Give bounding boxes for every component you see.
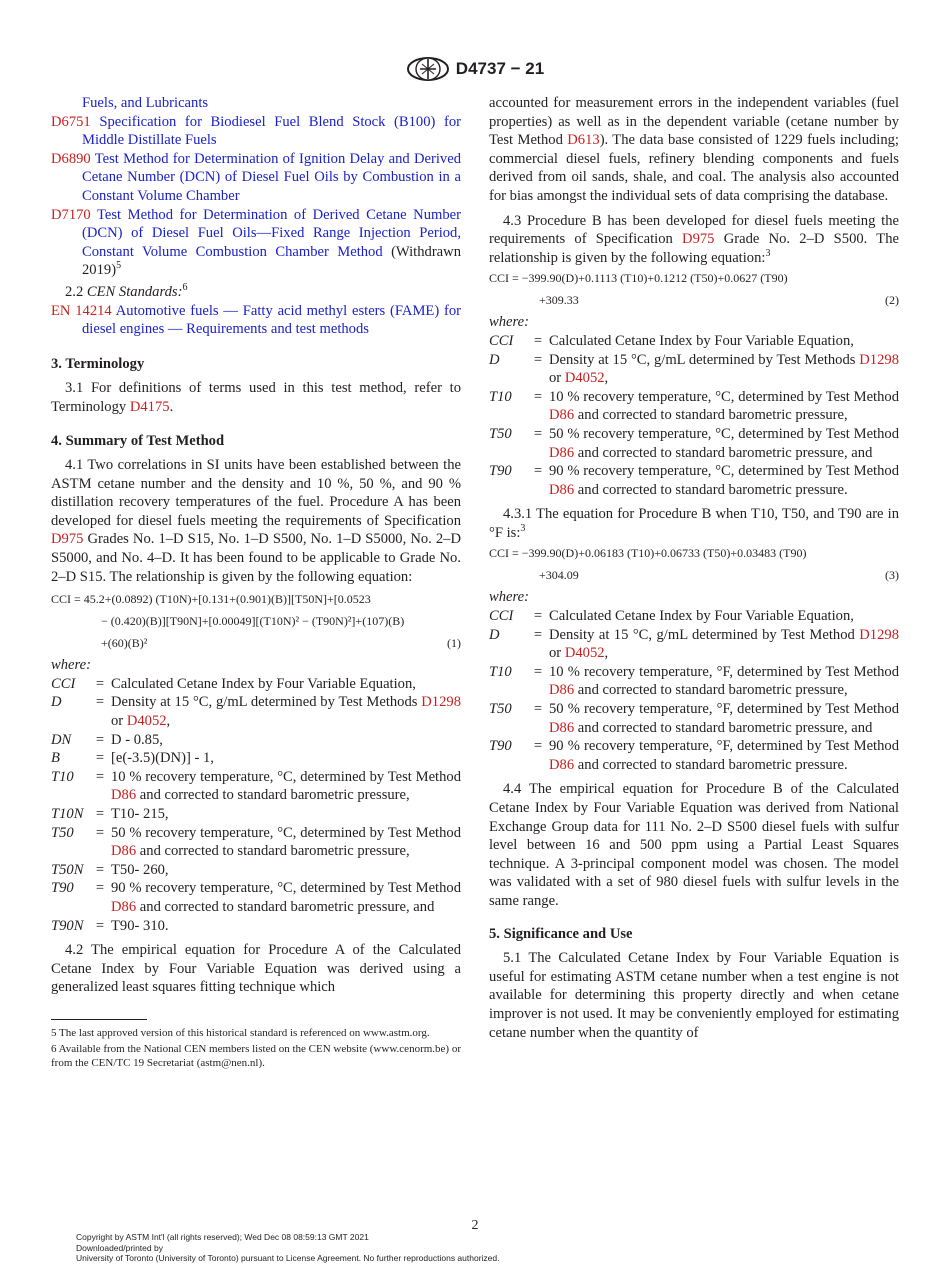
symbol: D (489, 626, 500, 643)
connector: or (549, 645, 565, 662)
definition-text: and corrected to standard barometric pressure, (136, 787, 410, 804)
symbol: B (51, 750, 60, 767)
definition-row (51, 824, 461, 861)
astm-logo-icon (406, 56, 450, 82)
reference-d6751 (51, 113, 461, 150)
paragraph-4-2: 4.2 The empirical equation for Procedure A of the Calculated Cetane Index by Four Variable Equation was derived using a generalized least squares fitting technique which (51, 942, 461, 996)
paragraph-3-1 (51, 379, 461, 416)
footnote-marker: 3 (765, 247, 771, 259)
equals-sign: = (533, 388, 543, 405)
definition (549, 462, 899, 499)
reference-en14214 (51, 302, 461, 339)
definition (549, 351, 899, 388)
definition-text: 10 % recovery temperature, °F, determined by Test Method (549, 663, 899, 680)
equation-number: (2) (885, 293, 899, 308)
definition-row (489, 700, 899, 737)
definition-row (489, 351, 899, 388)
definition-row (51, 749, 461, 768)
symbol: T50 (489, 425, 512, 442)
symbol: D (51, 694, 62, 711)
definition-row (51, 879, 461, 916)
symbol: DN (51, 731, 72, 748)
page-number: 2 (471, 1218, 479, 1233)
equation-number: (1) (447, 636, 461, 651)
definition: T50- 260, (111, 861, 169, 878)
definition-text: 50 % recovery temperature, °C, determined by Test Method (111, 824, 461, 841)
definition-row (51, 768, 461, 805)
variable-definitions (51, 675, 461, 935)
reference-link[interactable]: D975 (51, 531, 84, 548)
definition: Calculated Cetane Index by Four Variable Equation, (549, 608, 854, 625)
definition-text: and corrected to standard barometric pressure. (574, 756, 848, 773)
symbol: T10 (489, 388, 512, 405)
definition: D - 0.85, (111, 731, 163, 748)
definition-text: and corrected to standard barometric pressure, and (574, 444, 873, 461)
definition: Calculated Cetane Index by Four Variable Equation, (549, 332, 854, 349)
symbol: T10 (51, 768, 74, 785)
paragraph-text: ). The data base consisted of 1229 fuels including; commercial diesel fuels, refinery blending components and fuels derived from oil sands, shale, and coal. The analysis also accounted for bias amongst the individual sets of data comprising the database. (489, 132, 899, 204)
symbol: T90 (489, 463, 512, 480)
reference-title[interactable]: Test Method for Determination of Derived Cetane Number (DCN) of Diesel Fuel Oils—Fixed Range Injection Period, Constant Volume Combustion Chamber Method (82, 206, 461, 260)
symbol: CCI (489, 332, 514, 349)
definition-text: 10 % recovery temperature, °C, determined by Test Method (111, 768, 461, 785)
definition-row (489, 663, 899, 700)
equation-1 (51, 588, 461, 654)
reference-link[interactable]: D4052 (564, 645, 605, 662)
footnote-6: 6 Available from the National CEN members listed on the CEN website (www.cenorm.be) or from the CEN/TC 19 Secretariat (astm@nen.nl). (51, 1042, 461, 1069)
paragraph-text: accounted for measurement errors in the independent variables (fuel properties) as well as in the dependent variable (cetane number by Test Method (489, 95, 899, 149)
definition-row (51, 693, 461, 730)
equals-sign: = (95, 731, 105, 748)
definition-row (489, 462, 899, 499)
paragraph-text: Grades No. 1–D S15, No. 1–D S500, No. 1–D S5000, No. 2–D S5000, and No. 4–D. It has been found to be applicable to Grade No. 2–D S15. The relationship is given by the following equation: (51, 531, 461, 585)
symbol: T10N (51, 806, 84, 822)
definition (111, 879, 461, 916)
left-column (51, 94, 461, 1070)
symbol: T10 (489, 663, 512, 680)
variable-definitions-fahrenheit (489, 607, 899, 774)
paragraph-4-2-continued (489, 94, 899, 206)
equals-sign: = (533, 425, 543, 442)
equals-sign: = (533, 608, 543, 625)
definition-text: 90 % recovery temperature, °F, determined by Test Method (549, 738, 899, 755)
equals-sign: = (95, 806, 105, 822)
reference-link[interactable]: D86 (549, 444, 575, 461)
where-label: where: (489, 589, 529, 606)
definition (549, 425, 899, 462)
reference-link[interactable]: D86 (549, 682, 575, 699)
symbol: T50N (51, 861, 84, 878)
equation-line (489, 289, 899, 311)
definition-text: and corrected to standard barometric pressure, (136, 843, 410, 860)
equation-line: CCI = −399.90(D)+0.1113 (T10)+0.1212 (T50)+0.0627 (T90) (489, 271, 788, 286)
definition-row (489, 425, 899, 462)
reference-d6890 (51, 150, 461, 206)
paragraph-text: Grade No. 2–D S500. The relationship is given by the following equation: (489, 231, 899, 266)
reference-title[interactable]: Specification for Biodiesel Fuel Blend Stock (B100) for Middle Distillate Fuels (82, 113, 461, 149)
reference-code[interactable]: EN 14214 (51, 302, 112, 319)
reference-link[interactable]: D4175 (129, 398, 170, 415)
reference-link[interactable]: D613 (567, 132, 600, 149)
equals-sign: = (95, 824, 105, 841)
definition-row (51, 731, 461, 750)
connector: or (549, 370, 565, 387)
paragraph-5-1: 5.1 The Calculated Cetane Index by Four Variable Equation is useful for estimating ASTM cetane number when a test engine is not available for determining this property directly and when cetane improver is not used. It may be conveniently employed for estimating cetane number when the quantity of (489, 950, 899, 1041)
definition (111, 693, 461, 730)
reference-link[interactable]: D975 (682, 231, 715, 248)
section-3-heading: 3. Terminology (51, 355, 145, 372)
definition-text: Density at 15 °C, g/mL determined by Test Method (549, 626, 855, 643)
equation-line: CCI = −399.90(D)+0.06183 (T10)+0.06733 (T50)+0.03483 (T90) (489, 546, 807, 561)
footnote-5: 5 The last approved version of this historical standard is referenced on www.astm.org. (51, 1026, 430, 1039)
paragraph-4-3 (489, 212, 899, 268)
copyright-line: Copyright by ASTM Int'l (all rights reserved); Wed Dec 08 08:59:13 GMT 2021 (76, 1232, 369, 1242)
reference-code[interactable]: D7170 (51, 206, 91, 223)
where-label: where: (51, 657, 91, 674)
equation-number: (3) (885, 568, 899, 583)
definition-text: and corrected to standard barometric pressure, (574, 407, 848, 424)
copyright-footer (76, 1232, 500, 1264)
definition: T10- 215, (111, 806, 169, 822)
symbol: D (489, 351, 500, 368)
definition-text: and corrected to standard barometric pressure, and (574, 719, 873, 736)
definition-text: Density at 15 °C, g/mL determined by Test Methods (549, 351, 856, 368)
reference-link[interactable]: D4052 (564, 370, 605, 387)
equals-sign: = (95, 861, 105, 878)
footnote-marker: 5 (116, 260, 122, 272)
standard-designation: D4737 − 21 (455, 59, 545, 78)
definition-row (51, 805, 461, 824)
definition-row (489, 737, 899, 774)
definition (549, 626, 899, 663)
symbol: T50 (489, 701, 512, 718)
paragraph-4-1 (51, 456, 461, 586)
definition (549, 663, 899, 700)
definition: T90- 310. (111, 917, 169, 934)
where-label: where: (489, 314, 529, 331)
section-4-heading: 4. Summary of Test Method (51, 432, 225, 449)
reference-link[interactable]: D86 (549, 719, 575, 736)
reference-d7170 (51, 206, 461, 280)
definition-text: 90 % recovery temperature, °C, determined by Test Method (549, 463, 899, 480)
definition-row (51, 861, 461, 880)
variable-definitions-celsius (489, 332, 899, 499)
equals-sign: = (95, 675, 105, 692)
equation-line: − (0.420)(B)][T90N]+[0.00049][(T10N)² − (T90N)²]+(107)(B) (101, 614, 405, 629)
symbol: T50 (51, 824, 74, 841)
symbol: T90N (51, 917, 84, 934)
equals-sign: = (533, 663, 543, 680)
punctuation: , (604, 645, 609, 662)
equation-text: +(60)(B)² (101, 636, 148, 651)
definition-row (489, 332, 899, 351)
reference-link[interactable]: D86 (111, 898, 137, 915)
symbol: CCI (489, 608, 514, 625)
equals-sign: = (95, 750, 105, 767)
reference-link[interactable]: D4052 (126, 713, 167, 730)
punctuation: , (166, 713, 171, 730)
withdrawn-note: (Withdrawn 2019) (82, 243, 461, 279)
definition-text: 10 % recovery temperature, °C, determined by Test Method (549, 388, 899, 405)
symbol: T90 (51, 880, 74, 897)
equals-sign: = (95, 768, 105, 785)
equation-text: +304.09 (539, 568, 579, 583)
paragraph-text: 4.3 Procedure B has been developed for diesel fuels meeting the requirements of Specification (489, 212, 899, 248)
definition-text: and corrected to standard barometric pressure, and (136, 898, 435, 915)
equals-sign: = (533, 626, 543, 643)
reference-link[interactable]: D1298 (859, 626, 899, 643)
paragraph-text: 4.3.1 The equation for Procedure B when T10, T50, and T90 are in °F is: (489, 506, 899, 541)
equals-sign: = (533, 332, 543, 349)
reference-title[interactable]: Test Method for Determination of Ignition Delay and Derived Cetane Number (DCN) of Diesel Fuel Oils by Combustion in a Constant Volume Chamber (82, 150, 461, 204)
definition-text: 50 % recovery temperature, °F, determined by Test Method (549, 701, 899, 718)
definition-row (51, 675, 461, 694)
cen-standards-heading (51, 283, 461, 302)
equation-3 (489, 542, 899, 586)
page-header (0, 56, 950, 82)
definition-row (489, 388, 899, 425)
equation-2 (489, 267, 899, 311)
reference-link[interactable]: D86 (549, 481, 575, 498)
definition: [e(-3.5)(DN)] - 1, (111, 750, 214, 767)
reference-link[interactable]: D86 (111, 843, 137, 860)
license-line: University of Toronto (University of Toronto) pursuant to License Agreement. No further reproductions authorized. (76, 1253, 500, 1263)
definition (549, 388, 899, 425)
reference-link[interactable]: D1298 (421, 694, 461, 711)
cen-section-number: 2.2 (65, 283, 84, 300)
symbol: CCI (51, 675, 76, 692)
definition (111, 768, 461, 805)
paragraph-text: 3.1 For definitions of terms used in this test method, refer to Terminology (51, 380, 461, 415)
reference-link[interactable]: D1298 (859, 351, 899, 368)
equals-sign: = (95, 694, 105, 711)
reference-link[interactable]: D86 (111, 787, 137, 804)
equals-sign: = (533, 351, 543, 368)
punctuation: , (604, 370, 609, 387)
download-line: Downloaded/printed by (76, 1242, 163, 1253)
paragraph-4-3-1 (489, 505, 899, 542)
equation-text: +309.33 (539, 293, 579, 308)
connector: or (111, 713, 127, 730)
reference-continuation: Fuels, and Lubricants (82, 95, 209, 111)
punctuation: . (169, 398, 174, 415)
reference-code[interactable]: D6890 (51, 150, 91, 167)
equation-line (489, 564, 899, 586)
equation-line (51, 632, 461, 654)
definition-row (51, 917, 461, 936)
definition-text: and corrected to standard barometric pressure, (574, 682, 848, 699)
symbol: T90 (489, 738, 512, 755)
section-5-heading: 5. Significance and Use (489, 925, 633, 942)
definition-text: 50 % recovery temperature, °C, determined by Test Method (549, 425, 899, 442)
definition-row (489, 607, 899, 626)
equals-sign: = (533, 701, 543, 718)
right-column (489, 94, 899, 1042)
paragraph-4-4: 4.4 The empirical equation for Procedure B of the Calculated Cetane Index by Four Variable Equation was derived from National Exchange Group data for 111 No. 2–D S500 diesel fuels with sulfur level between 16 and 500 ppm using a Partial Least Squares technique. A 3-principal component model was chosen. The model was validated with a set of 980 diesel fuels with sulfur levels in the same range. (489, 781, 899, 909)
equation-line: CCI = 45.2+(0.0892) (T10N)+[0.131+(0.901)(B)][T50N]+[0.0523 (51, 592, 371, 607)
equals-sign: = (533, 738, 543, 755)
definition-text: and corrected to standard barometric pressure. (574, 481, 848, 498)
reference-link[interactable]: D86 (549, 756, 575, 773)
definition (549, 700, 899, 737)
definition-row (489, 626, 899, 663)
paragraph-text: 4.1 Two correlations in SI units have been established between the ASTM cetane number and the density and 10 %, 50 %, and 90 % distillation recovery temperatures of the fuel. Procedure A has been developed for diesel fuels meeting the requirements of Specification (51, 457, 461, 529)
footnote-marker: 3 (520, 523, 526, 535)
definition: Calculated Cetane Index by Four Variable Equation, (111, 675, 416, 692)
definition (111, 824, 461, 861)
footnote-marker: 6 (182, 282, 188, 294)
equals-sign: = (95, 880, 105, 897)
footnote-divider (51, 1019, 147, 1020)
definition-text: Density at 15 °C, g/mL determined by Test Methods (111, 694, 418, 711)
reference-code[interactable]: D6751 (51, 113, 91, 130)
definition (549, 737, 899, 774)
equals-sign: = (95, 917, 105, 934)
equals-sign: = (533, 463, 543, 480)
reference-link[interactable]: D86 (549, 407, 575, 424)
definition-text: 90 % recovery temperature, °C, determined by Test Method (111, 880, 461, 897)
cen-label: CEN Standards: (86, 283, 183, 300)
reference-title[interactable]: Automotive fuels — Fatty acid methyl esters (FAME) for diesel engines — Requirements and test methods (82, 302, 462, 338)
